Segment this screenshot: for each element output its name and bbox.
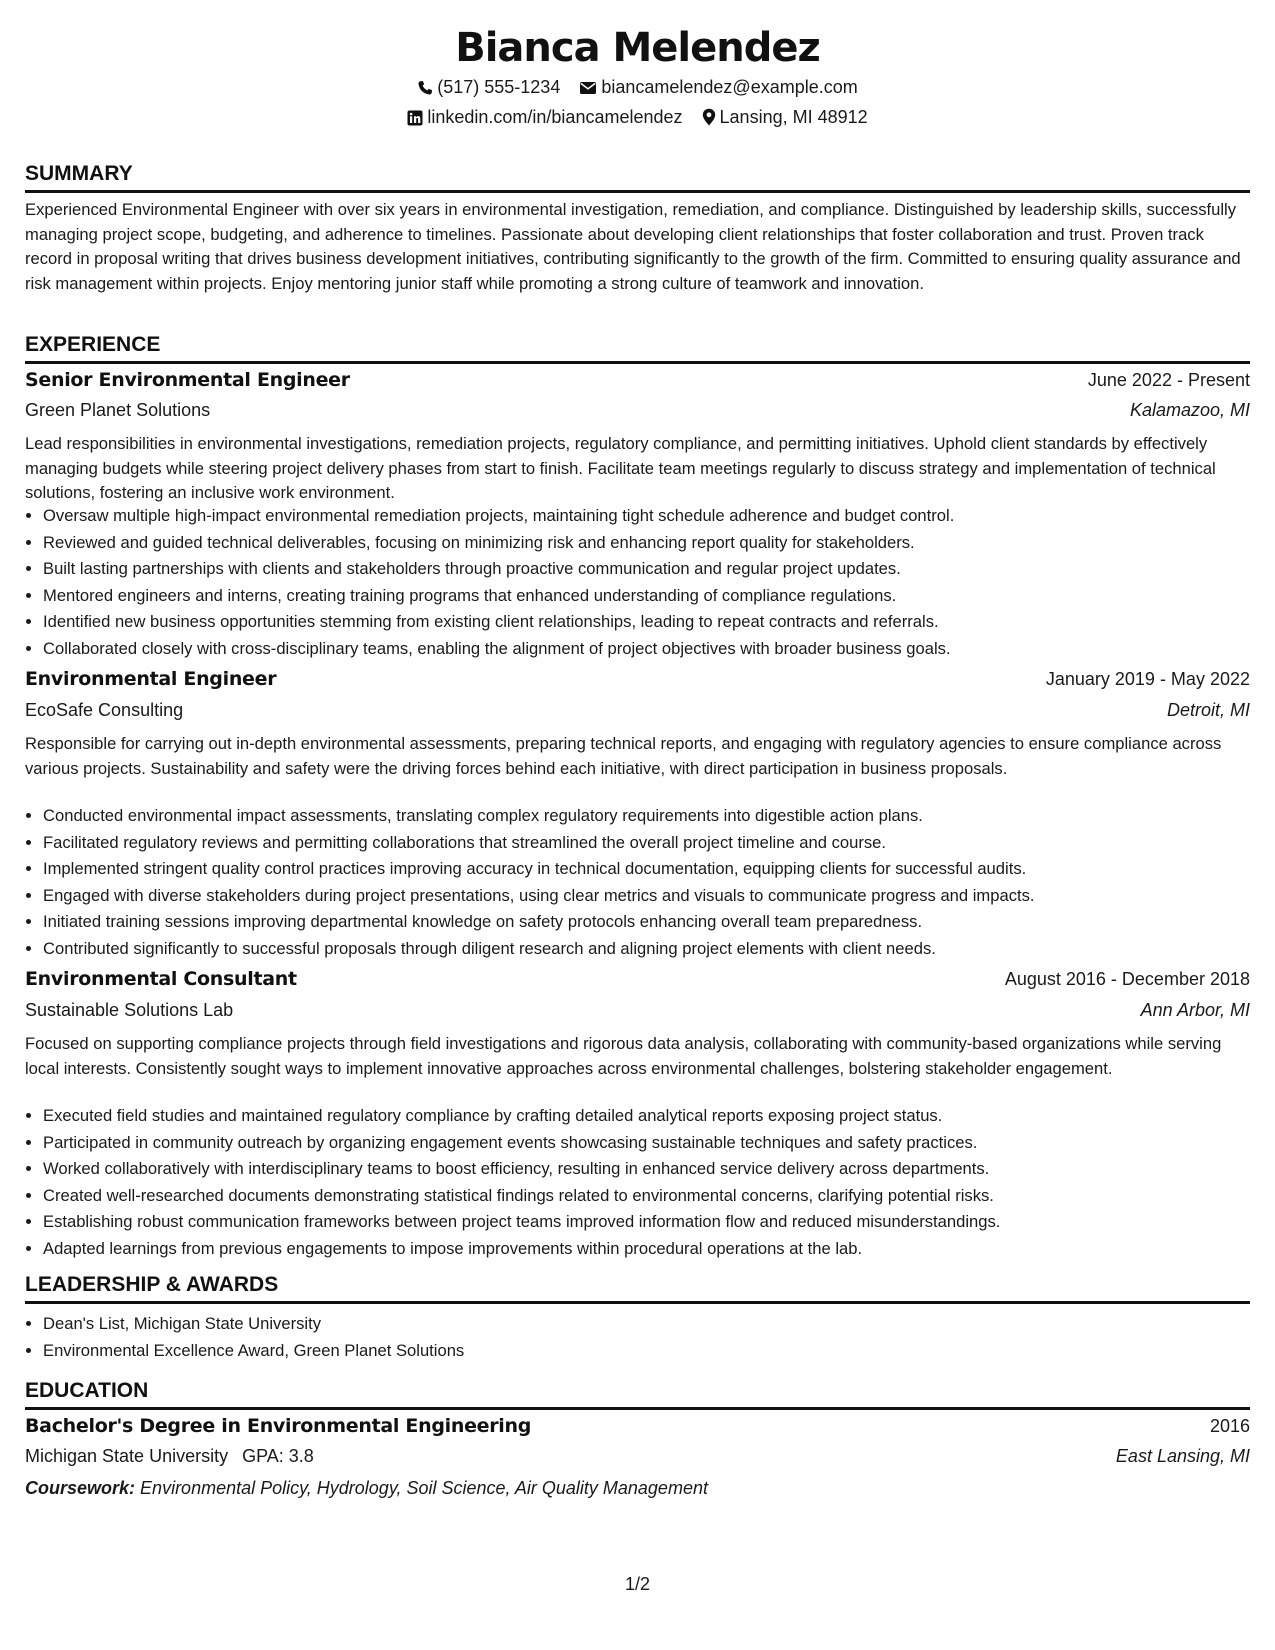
job-bullet-list — [25, 803, 1268, 963]
list-item: • Oversaw multiple high-impact environmental remediation projects, maintaining tight schedule adherence and budget control. — [43, 503, 1268, 530]
list-item: • Identified new business opportunities stemming from existing client relationships, leading to repeat contracts and referrals. — [43, 609, 1268, 636]
company-name: EcoSafe Consulting — [25, 700, 184, 720]
job-header-row — [25, 668, 1250, 698]
contact-line-1 — [0, 74, 1275, 100]
job-header-row — [25, 968, 1250, 998]
section-heading-awards: LEADERSHIP & AWARDS — [25, 1271, 1250, 1304]
company-row — [25, 400, 1250, 428]
job-header-row — [25, 369, 1250, 399]
job-description: Lead responsibilities in environmental investigations, remediation projects, regulatory compliance, and permitting initiatives. Uphold client standards by effectively managing budgets while steering project delivery phases from start to finish. Facilitate team meetings regularly to discuss strategy and implementation of technical solutions, fostering an inclusive work environment. — [25, 434, 1216, 502]
candidate-name: Bianca Melendez — [455, 25, 820, 71]
gpa: GPA: 3.8 — [242, 1446, 314, 1466]
contact-line-2 — [0, 104, 1275, 130]
school-location: East Lansing, MI — [1115, 1446, 1250, 1466]
section-heading-summary: SUMMARY — [25, 160, 1250, 193]
school-name: Michigan State University — [25, 1446, 229, 1466]
envelope-icon — [579, 80, 597, 96]
map-pin-icon — [702, 108, 716, 126]
job-location: Ann Arbor, MI — [1140, 1000, 1250, 1020]
phone-text: (517) 555-1234 — [437, 77, 561, 97]
school-row — [25, 1446, 1250, 1474]
list-item: • Built lasting partnerships with clients and stakeholders through proactive communication and regular project updates. — [43, 556, 1268, 583]
job-dates: January 2019 - May 2022 — [1045, 669, 1250, 689]
awards-list — [25, 1311, 1268, 1364]
list-item: • Conducted environmental impact assessments, translating complex regulatory requirements into digestible action plans. — [43, 803, 1268, 830]
list-item: • Collaborated closely with cross-disciplinary teams, enabling the alignment of project objectives with broader business goals. — [43, 636, 1268, 663]
list-item: • Mentored engineers and interns, creating training programs that enhanced understanding of compliance regulations. — [43, 583, 1268, 610]
company-row — [25, 700, 1250, 728]
coursework-line — [25, 1475, 1250, 1501]
list-item: • Facilitated regulatory reviews and permitting collaborations that streamlined the overall project timeline and course. — [43, 830, 1268, 857]
phone-icon — [417, 80, 433, 96]
job-description: Focused on supporting compliance projects through field investigations and rigorous data analysis, collaborating with community-based organizations while serving local interests. Consistently sought ways to implement innovative approaches across environmental challenges, bolstering stakeholder engagement. — [25, 1034, 1222, 1078]
page-number: 1/2 — [624, 1574, 651, 1594]
list-item: • Participated in community outreach by organizing engagement events showcasing sustainable techniques and safety practices. — [43, 1130, 1268, 1157]
school-info — [25, 1446, 314, 1467]
list-item: • Worked collaboratively with interdisciplinary teams to boost efficiency, resulting in enhanced service delivery across departments. — [43, 1156, 1268, 1183]
graduation-year: 2016 — [1209, 1416, 1250, 1436]
contact-location — [702, 104, 868, 130]
coursework-label: Coursework: — [25, 1478, 136, 1498]
email-text: biancamelendez@example.com — [601, 77, 858, 97]
list-item: • Implemented stringent quality control practices improving accuracy in technical documentation, equipping clients for successful audits. — [43, 856, 1268, 883]
list-item: • Created well-researched documents demonstrating statistical findings related to environmental concerns, clarifying potential risks. — [43, 1183, 1268, 1210]
list-item: • Engaged with diverse stakeholders during project presentations, using clear metrics and visuals to communicate progress and impacts. — [43, 883, 1268, 910]
list-item: • Executed field studies and maintained regulatory compliance by crafting detailed analytical reports exposing project status. — [43, 1103, 1268, 1130]
list-item: • Reviewed and guided technical deliverables, focusing on minimizing risk and enhancing report quality for stakeholders. — [43, 530, 1268, 557]
job-description: Responsible for carrying out in-depth environmental assessments, preparing technical reports, and engaging with regulatory agencies to ensure compliance across various projects. Sustainability and safety were the driving forces behind each initiative, with direct participation in business proposals. — [25, 734, 1222, 778]
contact-phone — [417, 74, 560, 100]
job-dates: August 2016 - December 2018 — [1004, 969, 1250, 989]
coursework-list: Environmental Policy, Hydrology, Soil Science, Air Quality Management — [140, 1478, 708, 1498]
job-title: Senior Environmental Engineer — [25, 369, 350, 391]
degree-title: Bachelor's Degree in Environmental Engineering — [25, 1415, 532, 1437]
job-title: Environmental Engineer — [25, 668, 277, 690]
contact-email — [579, 74, 857, 100]
list-item: • Establishing robust communication frameworks between project teams improved information flow and reduced misunderstandings. — [43, 1209, 1268, 1236]
job-location: Kalamazoo, MI — [1129, 400, 1250, 420]
location-text: Lansing, MI 48912 — [719, 107, 868, 127]
company-row — [25, 1000, 1250, 1028]
list-item: • Dean's List, Michigan State University — [43, 1311, 1268, 1338]
section-heading-experience: EXPERIENCE — [25, 331, 1250, 364]
company-name: Green Planet Solutions — [25, 400, 211, 420]
job-location: Detroit, MI — [1166, 700, 1250, 720]
job-title: Environmental Consultant — [25, 968, 297, 990]
linkedin-text: linkedin.com/in/biancamelendez — [427, 107, 683, 127]
contact-linkedin — [407, 104, 682, 130]
list-item: • Environmental Excellence Award, Green Planet Solutions — [43, 1338, 1268, 1365]
linkedin-icon — [407, 110, 423, 126]
summary-text: Experienced Environmental Engineer with over six years in environmental investigation, remediation, and compliance. Distinguished by leadership skills, successfully managing project scope, budgeting, and adherence to timelines. Passionate about developing client relationships that foster collaboration and trust. Proven track record in proposal writing that drives business development initiatives, contributing significantly to the growth of the firm. Committed to ensuring quality assurance and risk management within projects. Enjoy mentoring junior staff while promoting a strong culture of teamwork and innovation. — [25, 200, 1241, 293]
list-item: • Initiated training sessions improving departmental knowledge on safety protocols enhancing overall team preparedness. — [43, 909, 1268, 936]
company-name: Sustainable Solutions Lab — [25, 1000, 234, 1020]
job-bullet-list — [25, 1103, 1268, 1263]
list-item: • Adapted learnings from previous engagements to impose improvements within procedural operations at the lab. — [43, 1236, 1268, 1263]
degree-row — [25, 1415, 1250, 1445]
list-item: • Contributed significantly to successful proposals through diligent research and aligning project elements with client needs. — [43, 936, 1268, 963]
section-heading-education: EDUCATION — [25, 1377, 1250, 1410]
job-bullet-list — [25, 503, 1268, 663]
job-dates: June 2022 - Present — [1087, 370, 1250, 390]
